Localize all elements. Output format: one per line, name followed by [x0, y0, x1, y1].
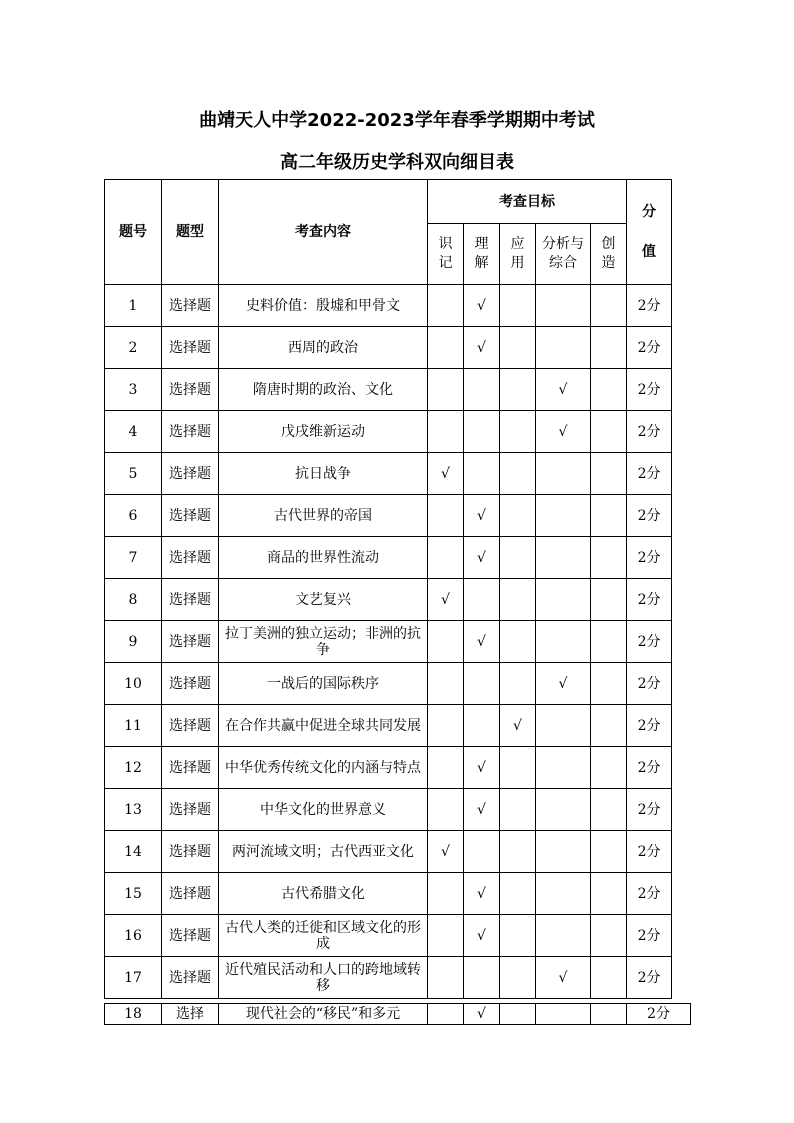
row-goal-2 [464, 957, 500, 999]
row-18-goal-3 [500, 1004, 536, 1025]
table-row [105, 537, 672, 579]
row-type [162, 621, 219, 663]
row-num: 12 [105, 747, 162, 789]
row-type [162, 957, 219, 999]
row-type-text: 选择题 [169, 381, 211, 398]
row-goal-2: √ [464, 285, 500, 327]
row-content [219, 327, 428, 369]
row-goal-1 [428, 369, 464, 411]
row-num: 16 [105, 915, 162, 957]
row-score: 2分 [627, 915, 672, 957]
row-18-goal-4 [536, 1004, 591, 1025]
row-goal-3 [500, 621, 536, 663]
row-goal-2: √ [464, 873, 500, 915]
row-content [219, 831, 428, 873]
row-content [219, 873, 428, 915]
table-row [105, 369, 672, 411]
row-goal-1 [428, 621, 464, 663]
row-content-text: 隋唐时期的政治、文化 [253, 381, 393, 398]
row-type [162, 705, 219, 747]
row-18-score: 2分 [627, 1004, 691, 1025]
row-goal-1 [428, 411, 464, 453]
row-goal-4 [536, 831, 591, 873]
row-content-text: 两河流域文明；古代西亚文化 [232, 843, 414, 860]
row-goal-3 [500, 537, 536, 579]
row-goal-4: √ [536, 663, 591, 705]
row-type [162, 789, 219, 831]
row-type-text: 选择题 [169, 423, 211, 440]
row-score: 2分 [627, 831, 672, 873]
row-goal-3 [500, 831, 536, 873]
row-goal-4 [536, 453, 591, 495]
row-goal-2: √ [464, 327, 500, 369]
row-goal-4 [536, 873, 591, 915]
row-18-content: 现代社会的“移民”和多元 [219, 1004, 428, 1025]
row-goal-4 [536, 747, 591, 789]
row-goal-5 [591, 957, 627, 999]
row-type-text: 选择题 [169, 717, 211, 734]
row-num: 6 [105, 495, 162, 537]
row-type [162, 369, 219, 411]
row-goal-3 [500, 495, 536, 537]
row-goal-3 [500, 957, 536, 999]
row-type-text: 选择题 [169, 591, 211, 608]
row-goal-4 [536, 621, 591, 663]
row-goal-5 [591, 411, 627, 453]
row-type [162, 495, 219, 537]
row-content-text: 古代人类的迁徙和区域文化的形成 [225, 919, 421, 952]
row-goal-3 [500, 285, 536, 327]
row-goal-2: √ [464, 789, 500, 831]
row-type [162, 453, 219, 495]
row-goal-4: √ [536, 369, 591, 411]
row-goal-2 [464, 579, 500, 621]
row-score: 2分 [627, 789, 672, 831]
row-goal-2 [464, 705, 500, 747]
row-num: 4 [105, 411, 162, 453]
row-content [219, 495, 428, 537]
row-goal-5 [591, 369, 627, 411]
row-goal-2: √ [464, 537, 500, 579]
row-goal-5 [591, 537, 627, 579]
row-type-text: 选择题 [169, 633, 211, 650]
row-18-goal-2: √ [464, 1004, 500, 1025]
header-goal-memorize: 识记 [428, 224, 464, 285]
row-goal-2 [464, 369, 500, 411]
table-row [105, 705, 672, 747]
row-goal-4 [536, 579, 591, 621]
row-goal-3 [500, 789, 536, 831]
header-goal-understand: 理解 [464, 224, 500, 285]
row-goal-1 [428, 495, 464, 537]
row-goal-5 [591, 579, 627, 621]
row-goal-4 [536, 789, 591, 831]
row-num: 17 [105, 957, 162, 999]
row-goal-2: √ [464, 747, 500, 789]
row-goal-4: √ [536, 411, 591, 453]
row-goal-2 [464, 411, 500, 453]
row-goal-5 [591, 495, 627, 537]
row-goal-5 [591, 285, 627, 327]
table-row [105, 957, 672, 999]
row-content-text: 文艺复兴 [295, 591, 351, 608]
row-goal-2: √ [464, 621, 500, 663]
row-type-text: 选择题 [169, 297, 211, 314]
row-num: 15 [105, 873, 162, 915]
row-18-goal-5 [591, 1004, 627, 1025]
row-content-text: 商品的世界性流动 [267, 549, 379, 566]
row-num: 7 [105, 537, 162, 579]
row-18-goal-1 [428, 1004, 464, 1025]
table-row [105, 411, 672, 453]
row-content [219, 747, 428, 789]
row-score: 2分 [627, 957, 672, 999]
row-goal-4 [536, 915, 591, 957]
row-goal-1 [428, 747, 464, 789]
row-goal-1: √ [428, 453, 464, 495]
row-content [219, 663, 428, 705]
row-goal-3 [500, 411, 536, 453]
row-content [219, 411, 428, 453]
row-content-text: 拉丁美洲的独立运动；非洲的抗争 [225, 625, 421, 658]
row-score: 2分 [627, 873, 672, 915]
row-goal-3 [500, 327, 536, 369]
row-type-text: 选择题 [169, 465, 211, 482]
row-goal-4 [536, 537, 591, 579]
header-score [627, 180, 672, 285]
row-content-text: 史料价值：殷墟和甲骨文 [246, 297, 400, 314]
row-num: 10 [105, 663, 162, 705]
row-goal-3 [500, 453, 536, 495]
header-goal-apply: 应用 [500, 224, 536, 285]
row-goal-3 [500, 873, 536, 915]
row-type-text: 选择题 [169, 969, 211, 986]
header-goal-create: 创造 [591, 224, 627, 285]
row-goal-5 [591, 453, 627, 495]
row-goal-5 [591, 621, 627, 663]
header-score-char2: 值 [642, 244, 657, 260]
row-content-text: 古代世界的帝国 [274, 507, 372, 524]
row-goal-1 [428, 285, 464, 327]
row-18-num: 18 [105, 1004, 162, 1025]
row-type-text: 选择题 [169, 675, 211, 692]
row-score: 2分 [627, 369, 672, 411]
row-content [219, 789, 428, 831]
table-row [105, 789, 672, 831]
row-goal-3 [500, 369, 536, 411]
row-type [162, 285, 219, 327]
row-type [162, 411, 219, 453]
row-goal-5 [591, 705, 627, 747]
row-type [162, 915, 219, 957]
row-score: 2分 [627, 705, 672, 747]
table-row [105, 873, 672, 915]
row-goal-1 [428, 915, 464, 957]
header-score-char1: 分 [642, 204, 657, 220]
row-content [219, 621, 428, 663]
row-goal-2: √ [464, 495, 500, 537]
row-score: 2分 [627, 411, 672, 453]
row-goal-3 [500, 915, 536, 957]
row-num: 2 [105, 327, 162, 369]
row-goal-5 [591, 873, 627, 915]
row-goal-1 [428, 663, 464, 705]
row-type-text: 选择题 [169, 339, 211, 356]
row-goal-3 [500, 747, 536, 789]
row-goal-1 [428, 873, 464, 915]
row-type-text: 选择题 [169, 759, 211, 776]
row-goal-4 [536, 705, 591, 747]
table-row [105, 831, 672, 873]
row-goal-5 [591, 789, 627, 831]
row-goal-3: √ [500, 705, 536, 747]
row-type [162, 579, 219, 621]
row-goal-4 [536, 285, 591, 327]
header-goals: 考查目标 [428, 180, 627, 224]
row-goal-3 [500, 663, 536, 705]
row-type [162, 663, 219, 705]
row-num: 8 [105, 579, 162, 621]
row-score: 2分 [627, 621, 672, 663]
row-content-text: 抗日战争 [295, 465, 351, 482]
spec-table-last-row [104, 1003, 691, 1025]
row-type-text: 选择题 [169, 843, 211, 860]
header-type: 题型 [162, 180, 219, 285]
row-type-text: 选择题 [169, 507, 211, 524]
row-goal-1: √ [428, 579, 464, 621]
spec-table [104, 179, 672, 999]
row-type-text: 选择题 [169, 801, 211, 818]
row-goal-5 [591, 747, 627, 789]
row-content [219, 705, 428, 747]
row-type [162, 747, 219, 789]
row-goal-2: √ [464, 915, 500, 957]
row-num: 11 [105, 705, 162, 747]
table-row [105, 453, 672, 495]
row-goal-4 [536, 327, 591, 369]
row-content-text: 中华文化的世界意义 [260, 801, 386, 818]
row-content [219, 369, 428, 411]
row-goal-1 [428, 537, 464, 579]
row-content [219, 957, 428, 999]
row-goal-1 [428, 957, 464, 999]
row-type [162, 537, 219, 579]
row-num: 3 [105, 369, 162, 411]
row-goal-4 [536, 495, 591, 537]
document-subtitle: 高二年级历史学科双向细目表 [280, 152, 514, 173]
row-content-text: 西周的政治 [288, 339, 358, 356]
row-content-text: 古代希腊文化 [281, 885, 365, 902]
row-goal-5 [591, 831, 627, 873]
row-goal-1 [428, 327, 464, 369]
row-goal-5 [591, 663, 627, 705]
header-content: 考查内容 [219, 180, 428, 285]
row-num: 5 [105, 453, 162, 495]
header-num: 题号 [105, 180, 162, 285]
row-type [162, 327, 219, 369]
table-row [105, 327, 672, 369]
row-content [219, 579, 428, 621]
table-row [105, 579, 672, 621]
row-score: 2分 [627, 537, 672, 579]
table-row [105, 495, 672, 537]
row-goal-5 [591, 915, 627, 957]
row-type-text: 选择题 [169, 549, 211, 566]
row-score: 2分 [627, 285, 672, 327]
row-goal-1: √ [428, 831, 464, 873]
row-score: 2分 [627, 579, 672, 621]
row-goal-4: √ [536, 957, 591, 999]
row-num: 9 [105, 621, 162, 663]
row-goal-2 [464, 663, 500, 705]
row-score: 2分 [627, 747, 672, 789]
row-goal-5 [591, 327, 627, 369]
row-score: 2分 [627, 495, 672, 537]
row-score: 2分 [627, 327, 672, 369]
row-num: 1 [105, 285, 162, 327]
row-goal-2 [464, 831, 500, 873]
row-goal-1 [428, 789, 464, 831]
row-content-text: 戊戌维新运动 [281, 423, 365, 440]
document-title: 曲靖天人中学2022-2023学年春季学期期中考试 [199, 110, 595, 131]
row-content [219, 285, 428, 327]
row-num: 14 [105, 831, 162, 873]
row-type [162, 873, 219, 915]
row-score: 2分 [627, 663, 672, 705]
row-num: 13 [105, 789, 162, 831]
row-type [162, 831, 219, 873]
row-type-text: 选择题 [169, 927, 211, 944]
row-type-text: 选择题 [169, 885, 211, 902]
row-content-text: 近代殖民活动和人口的跨地域转移 [225, 961, 421, 994]
header-goal-analyze: 分析与综合 [536, 224, 591, 285]
row-goal-3 [500, 579, 536, 621]
row-18-type: 选择 [162, 1004, 219, 1025]
row-goal-2 [464, 453, 500, 495]
table-row [105, 915, 672, 957]
table-row [105, 747, 672, 789]
row-content [219, 537, 428, 579]
row-content [219, 915, 428, 957]
row-score: 2分 [627, 453, 672, 495]
row-content [219, 453, 428, 495]
row-content-text: 在合作共赢中促进全球共同发展 [225, 717, 421, 734]
row-goal-1 [428, 705, 464, 747]
table-row [105, 285, 672, 327]
table-row [105, 663, 672, 705]
table-row [105, 621, 672, 663]
row-content-text: 中华优秀传统文化的内涵与特点 [225, 759, 421, 776]
row-content-text: 一战后的国际秩序 [267, 675, 379, 692]
